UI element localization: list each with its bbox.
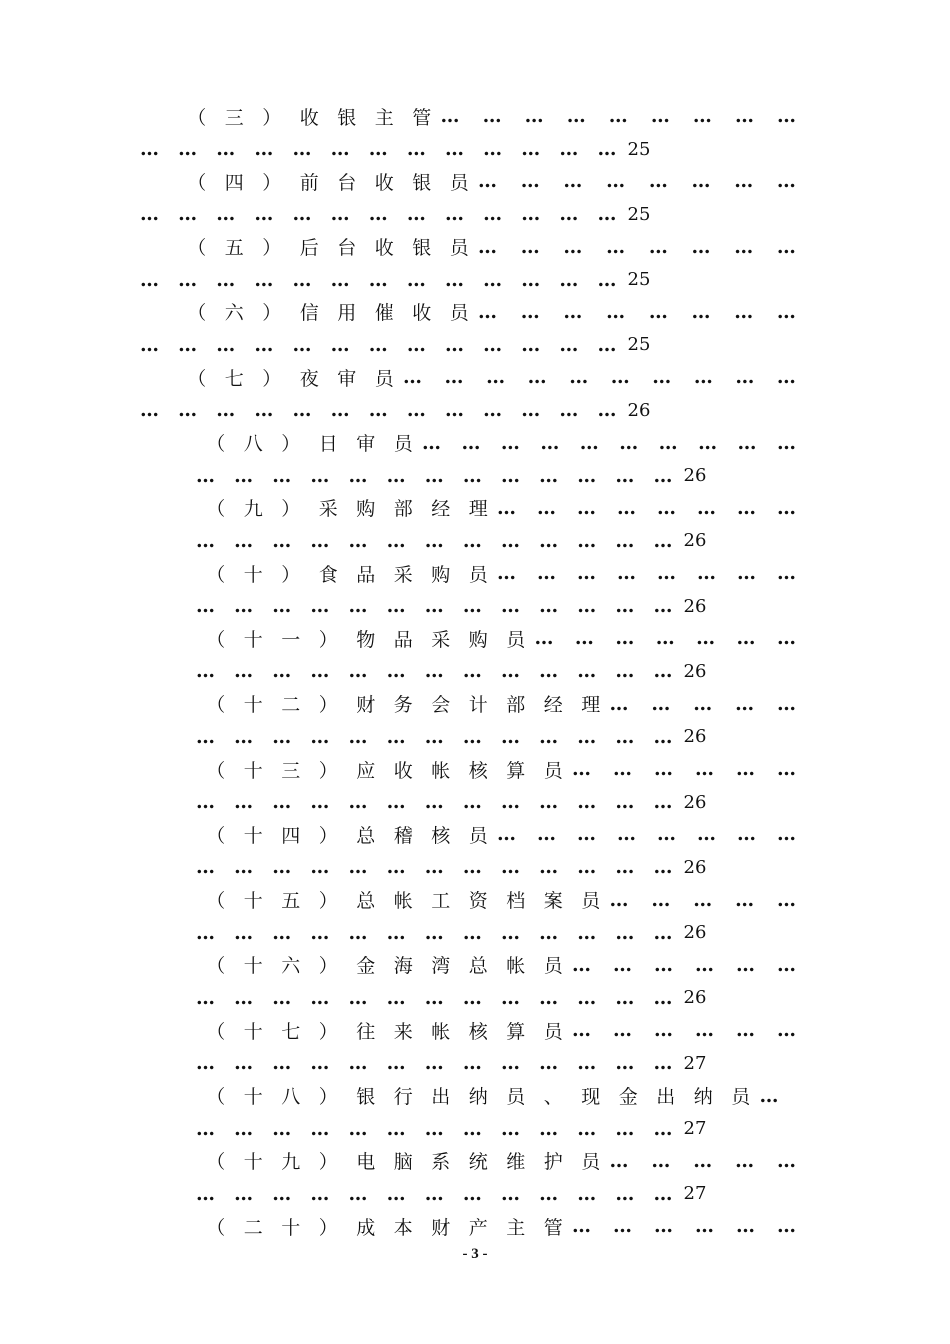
dot-leader: … … … … … … … … … … … … … [196,725,672,748]
dot-leader: … … … … … … … … … … … … … [140,203,616,226]
toc-page-number: 27 [683,1118,707,1139]
toc-entry[interactable] [0,361,950,427]
toc-entry[interactable] [0,296,950,362]
toc-entry[interactable] [0,688,950,754]
toc-page-number: 27 [683,1183,707,1205]
toc-entry-label: （ 九 ） 采 购 部 经 理 [206,498,488,521]
toc-entry[interactable] [0,622,950,688]
dot-leader: … … … … … … … … … … … … … [196,1117,672,1140]
toc-entry-label: （ 十 ） 食 品 采 购 员 [206,563,488,586]
toc-entry[interactable] [0,557,950,623]
dot-leader: … … … … … … [572,1215,795,1238]
dot-leader: … … … … … … … [534,627,795,650]
toc-page-number: 26 [683,726,707,748]
dot-leader: … … … … … … … … [497,562,795,585]
toc-entry[interactable] [0,884,950,950]
toc-entry-label: （ 六 ） 信 用 催 收 员 [187,302,469,325]
dot-leader: … … … … … … … … … … … … … [196,986,672,1009]
dot-leader: … … … … … … … … … … [403,366,795,389]
toc-entry[interactable] [0,165,950,231]
toc-entry[interactable] [0,818,950,884]
toc-page-number: 25 [627,269,651,291]
dot-leader: … … … … … … … … … … … … … [196,1182,672,1205]
toc-entry[interactable] [0,1210,950,1276]
dot-leader: … [759,1084,778,1107]
toc-entry[interactable] [0,753,950,819]
dot-leader: … … … … … … … … … … … … … [196,464,672,487]
toc-entry[interactable] [0,492,950,558]
toc-page-number: 26 [683,465,707,486]
toc-entry-label: （ 五 ） 后 台 收 银 员 [187,237,469,260]
toc-page-number: 26 [683,660,707,682]
toc-entry-label: （ 四 ） 前 台 收 银 员 [187,171,469,194]
dot-leader: … … … … … … [572,953,795,976]
toc-entry-label: （ 十 三 ） 应 收 帐 核 算 员 [206,759,563,782]
toc-page-number: 26 [683,922,707,944]
dot-leader: … … … … … … … … … … [422,431,795,454]
toc-entry-label: （ 十 九 ） 电 脑 系 统 维 护 员 [206,1151,601,1174]
dot-leader: … … … … … … … … … … … … … [196,921,672,944]
dot-leader: … … … … … … … … … … … … … [196,660,672,683]
toc-entry-label: （ 十 四 ） 总 稽 核 员 [206,824,488,847]
dot-leader: … … … … … [609,888,795,911]
dot-leader: … … … … … … … … … … … … … [196,1052,672,1075]
toc-page-number: 25 [627,334,651,356]
dot-leader: … … … … … … … … … … … … … [196,856,672,879]
toc-entry-label: （ 二 十 ） 成 本 财 产 主 管 [206,1216,563,1239]
toc-page-number: 26 [683,856,707,878]
toc-entry[interactable] [0,949,950,1015]
toc-entry-label: （ 十 二 ） 财 务 会 计 部 经 理 [206,694,601,717]
dot-leader: … … … … … … … … … … … … … [140,333,616,356]
toc-entry-label: （ 十 一 ） 物 品 采 购 员 [206,628,526,651]
toc-entry-label: （ 三 ） 收 银 主 管 [187,106,432,129]
dot-leader: … … … … … … [572,1019,795,1042]
page-number: - 3 - [462,1246,488,1262]
toc-entry-label: （ 十 七 ） 往 来 帐 核 算 员 [206,1020,563,1043]
toc-entry-label: （ 十 六 ） 金 海 湾 总 帐 员 [206,955,563,978]
toc-entry[interactable] [0,100,950,166]
toc-page-number: 26 [683,595,707,617]
dot-leader: … … … … … … … … … … … … … [140,268,616,291]
toc-entry-label: （ 十 八 ） 银 行 出 纳 员 、 现 金 出 纳 员 [206,1086,751,1108]
dot-leader: … … … … … [609,692,795,715]
toc-page-number: 27 [683,1052,707,1074]
dot-leader: … … … … … … … … … … … … … [140,399,616,422]
toc-page-number: 26 [683,791,707,813]
toc-entry[interactable] [0,1080,950,1146]
dot-leader: … … … … … … … … [497,823,795,846]
dot-leader: … … … … … … [572,758,795,780]
toc-entry-label: （ 十 五 ） 总 帐 工 资 档 案 员 [206,890,601,913]
toc-entry[interactable] [0,1014,950,1080]
dot-leader: … … … … … … … … … … … … … [140,138,616,160]
dot-leader: … … … … … … … … … [440,105,795,127]
toc-page-number: 26 [683,530,707,552]
toc-entry-label: （ 七 ） 夜 审 员 [187,367,394,390]
dot-leader: … … … … … … … … … … … … … [196,595,672,618]
dot-leader: … … … … … … … … [478,235,795,258]
toc-entry[interactable] [0,427,950,493]
toc-entry-label: （ 八 ） 日 审 员 [206,433,413,455]
dot-leader: … … … … … [609,1149,795,1172]
toc-page-number: 26 [627,399,651,421]
dot-leader: … … … … … … … … [478,300,795,323]
dot-leader: … … … … … … … … … … … … … [196,529,672,552]
dot-leader: … … … … … … … … [478,170,795,193]
toc-entry[interactable] [0,1145,950,1211]
toc-page-number: 25 [627,138,651,160]
dot-leader: … … … … … … … … [497,496,795,519]
dot-leader: … … … … … … … … … … … … … [196,791,672,813]
toc-page-number: 26 [683,987,707,1009]
toc-page-number: 25 [627,203,651,225]
toc-entry[interactable] [0,231,950,297]
